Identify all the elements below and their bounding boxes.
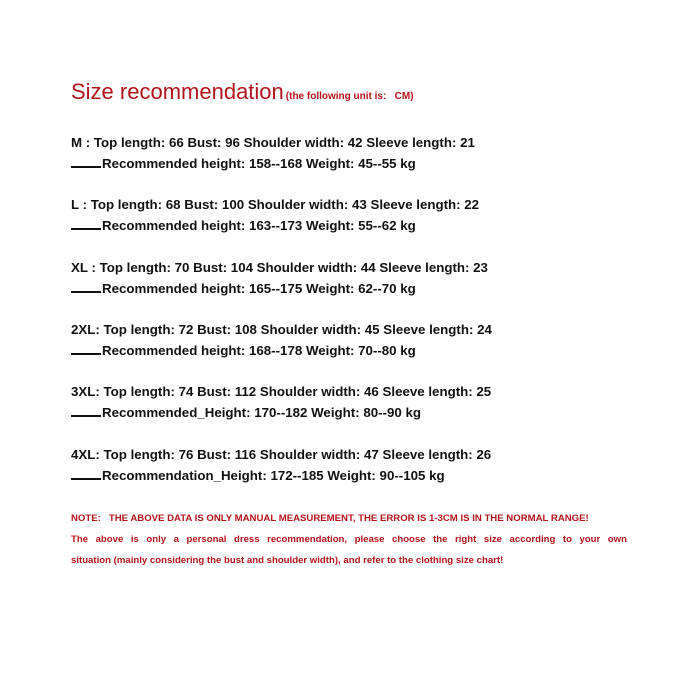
- size-recommendation-line: [71, 278, 488, 299]
- underline-marker: [71, 466, 101, 480]
- unit-note: (the following unit is: CM): [285, 91, 414, 102]
- size-recommendation-text: Recommended height: 158--168 Weight: 45--55 kg: [102, 156, 416, 171]
- page-title: Size recommendation: [71, 79, 284, 104]
- size-spec-line: 2XL: Top length: 72 Bust: 108 Shoulder width: 45 Sleeve length: 24: [71, 322, 492, 337]
- size-recommendation-line: [71, 153, 475, 174]
- note-block: [71, 508, 627, 571]
- size-block-4xl: [71, 444, 491, 486]
- note-advice-line-2: situation (mainly considering the bust and shoulder width), and refer to the clothing size chart!: [71, 555, 504, 566]
- size-recommendation-line: [71, 402, 491, 423]
- size-recommendation-text: Recommended height: 163--173 Weight: 55--62 kg: [102, 218, 416, 233]
- size-recommendation-text: Recommended height: 165--175 Weight: 62--70 kg: [102, 281, 416, 296]
- underline-marker: [71, 341, 101, 355]
- size-spec-line: XL : Top length: 70 Bust: 104 Shoulder width: 44 Sleeve length: 23: [71, 260, 488, 275]
- note-warning: NOTE: THE ABOVE DATA IS ONLY MANUAL MEASUREMENT, THE ERROR IS 1-3CM IS IN THE NORMAL RANGE!: [71, 513, 589, 524]
- size-block-2xl: [71, 319, 492, 361]
- underline-marker: [71, 216, 101, 230]
- size-block-3xl: [71, 381, 491, 423]
- underline-marker: [71, 403, 101, 417]
- size-block-m: [71, 132, 475, 174]
- underline-marker: [71, 279, 101, 293]
- size-block-xl: [71, 257, 488, 299]
- size-spec-line: M : Top length: 66 Bust: 96 Shoulder width: 42 Sleeve length: 21: [71, 135, 475, 150]
- size-spec-line: L : Top length: 68 Bust: 100 Shoulder width: 43 Sleeve length: 22: [71, 197, 480, 212]
- size-recommendation-line: [71, 340, 492, 361]
- underline-marker: [71, 154, 101, 168]
- size-recommendation-text: Recommendation_Height: 172--185 Weight: 90--105 kg: [102, 468, 445, 483]
- size-recommendation-line: [71, 465, 491, 486]
- note-advice-line-1: The above is only a personal dress recommendation, please choose the right size according to your own: [71, 534, 627, 545]
- size-recommendation-text: Recommended_Height: 170--182 Weight: 80--90 kg: [102, 405, 421, 420]
- size-block-l: [71, 194, 479, 236]
- size-spec-line: 3XL: Top length: 74 Bust: 112 Shoulder width: 46 Sleeve length: 25: [71, 384, 492, 399]
- size-recommendation-text: Recommended height: 168--178 Weight: 70--80 kg: [102, 343, 416, 358]
- title-row: [71, 79, 414, 110]
- size-recommendation-line: [71, 215, 479, 236]
- size-spec-line: 4XL: Top length: 76 Bust: 116 Shoulder width: 47 Sleeve length: 26: [71, 447, 492, 462]
